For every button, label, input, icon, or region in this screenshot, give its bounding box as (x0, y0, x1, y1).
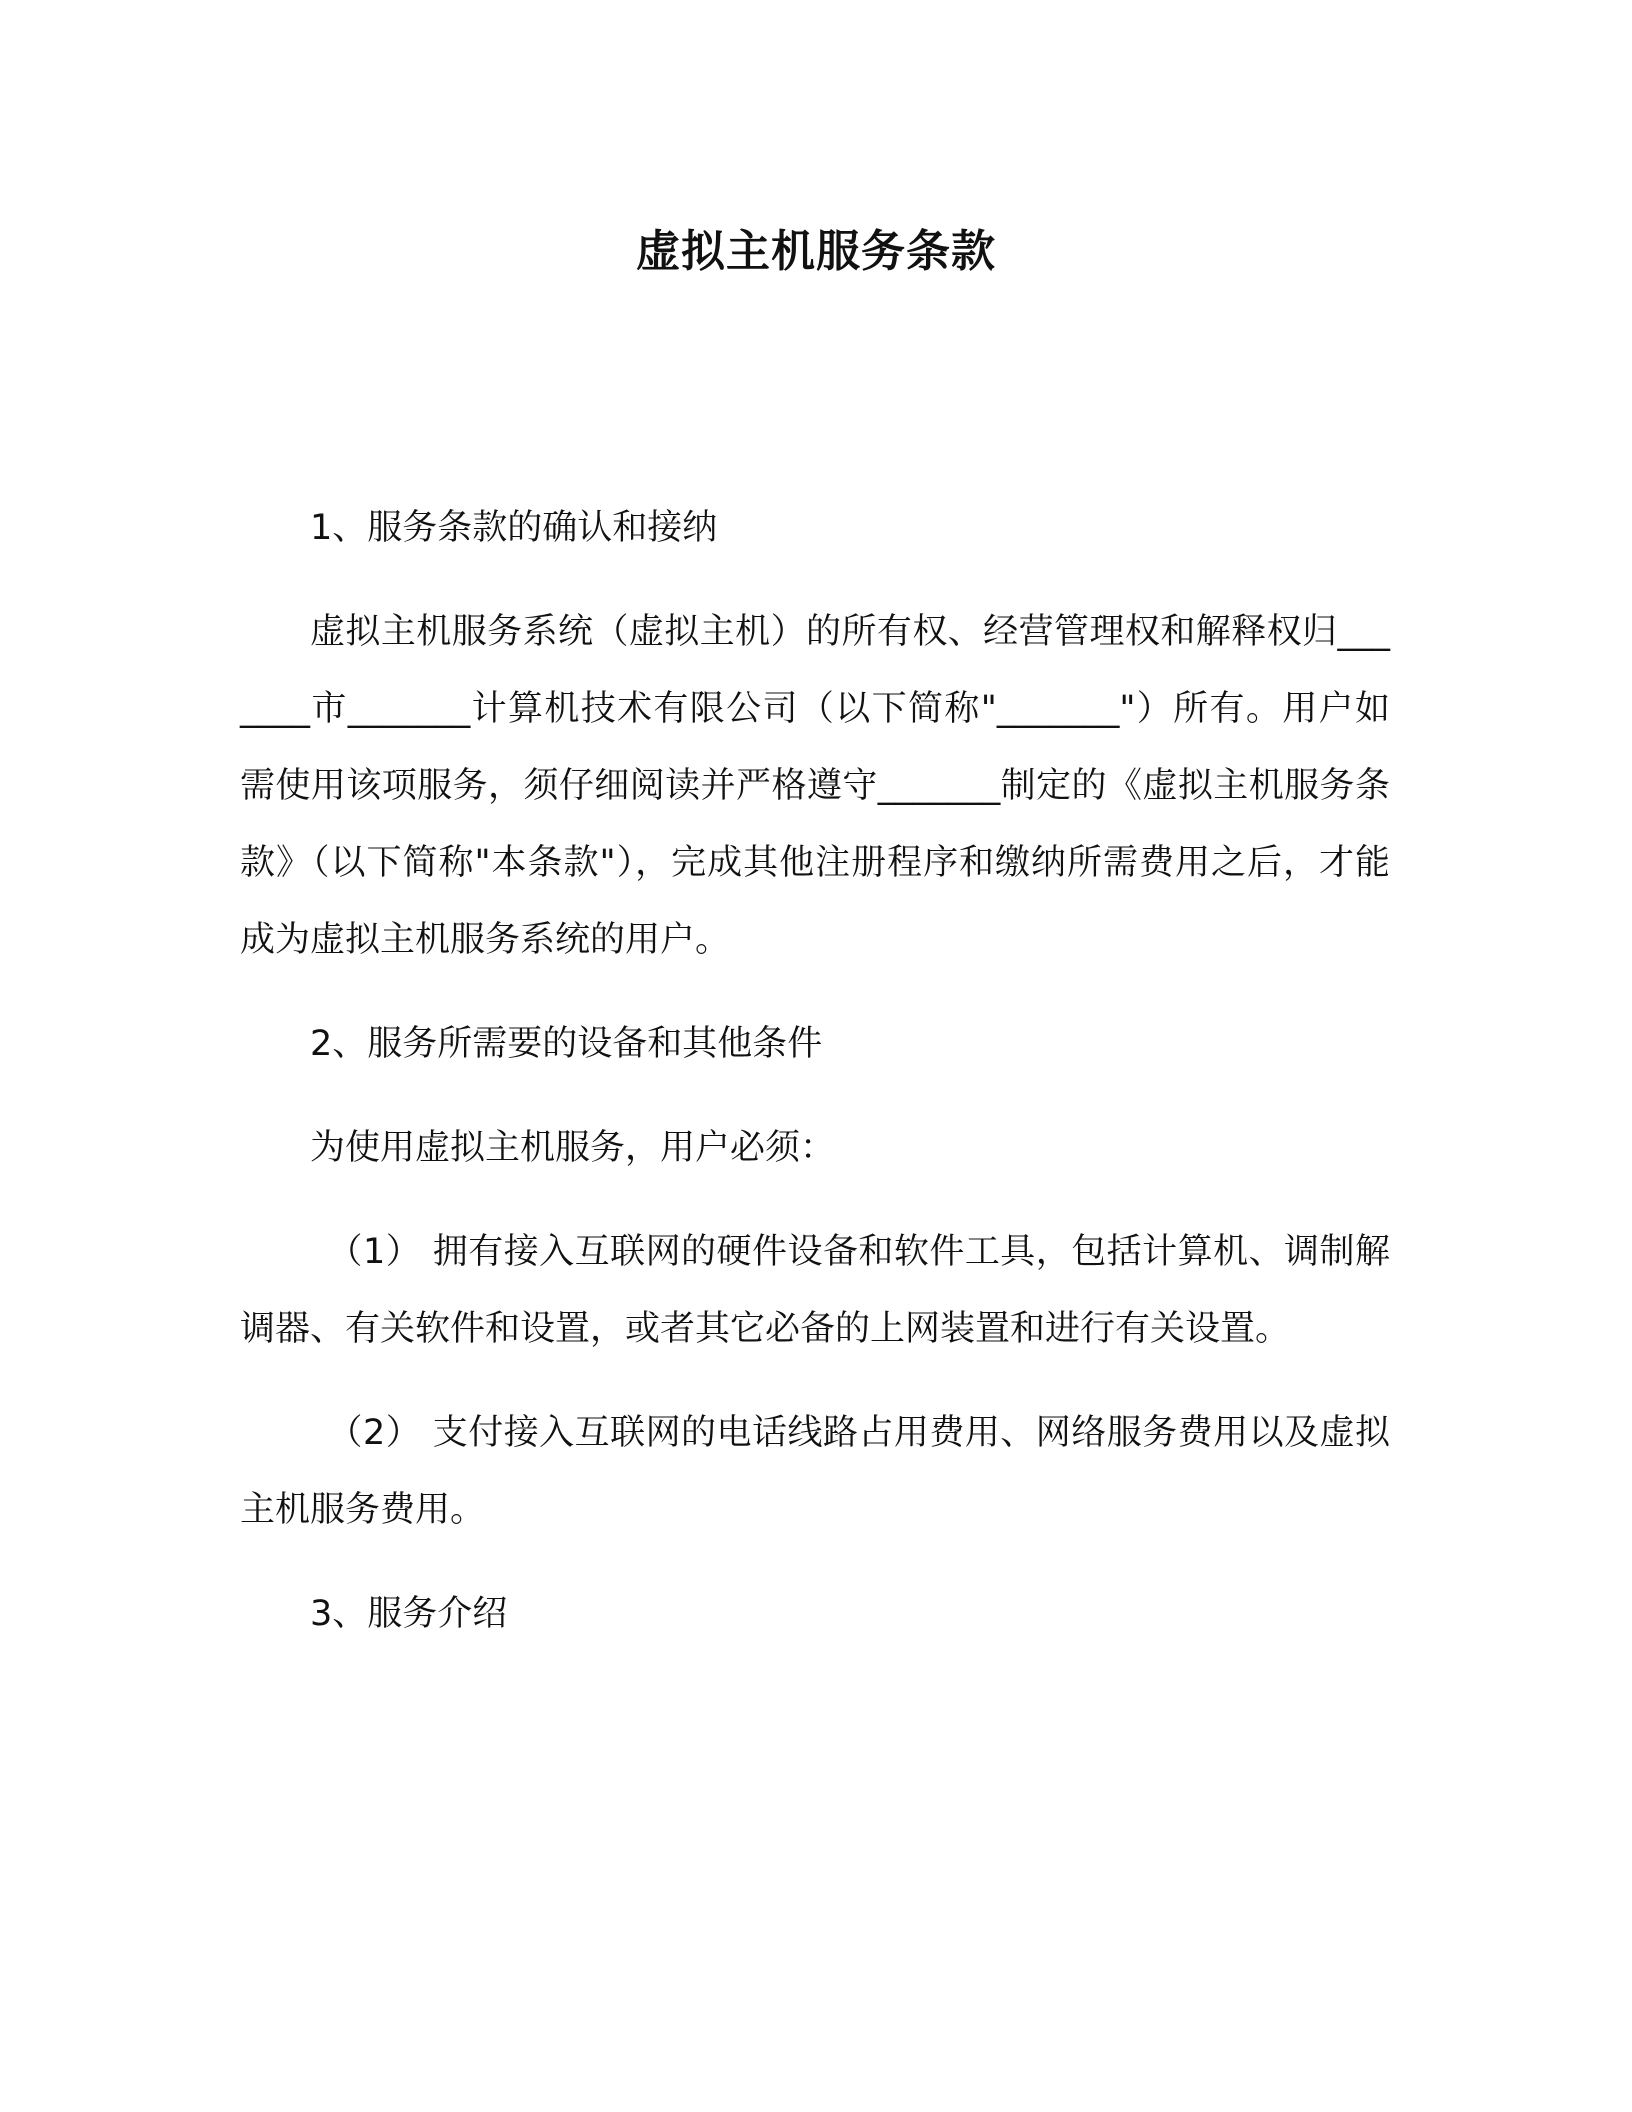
section-2-intro: 为使用虚拟主机服务，用户必须： (310, 1128, 836, 1168)
section-2-item-2: （2） 支付接入互联网的电话线路占用费用、网络服务费用以及虚拟主机服务费用。 (240, 1413, 1390, 1530)
section-2-item-1: （1） 拥有接入互联网的硬件设备和软件工具，包括计算机、调制解调器、有关软件和设置，或者其它必备的上网装置和进行有关设置。 (240, 1232, 1390, 1349)
section-1-paragraph: 虚拟主机服务系统（虚拟主机）的所有权、经营管理权和解释权归_______市_______计算机技术有限公司（以下简称"_______"）所有。用户如需使用该项服务，须仔细阅读并严格遵守_______制定的《虚拟主机服务条款》（以下简称"本条款"），完成其他注册程序和缴纳所需费用之后，才能成为虚拟主机服务系统的用户。 (240, 612, 1390, 960)
section-3-heading: 3、服务介绍 (310, 1594, 508, 1634)
section-1-heading: 1、服务条款的确认和接纳 (310, 508, 718, 548)
document-title: 虚拟主机服务条款 (636, 226, 996, 277)
section-2-heading: 2、服务所需要的设备和其他条件 (310, 1024, 823, 1064)
document-body (240, 490, 1390, 1680)
